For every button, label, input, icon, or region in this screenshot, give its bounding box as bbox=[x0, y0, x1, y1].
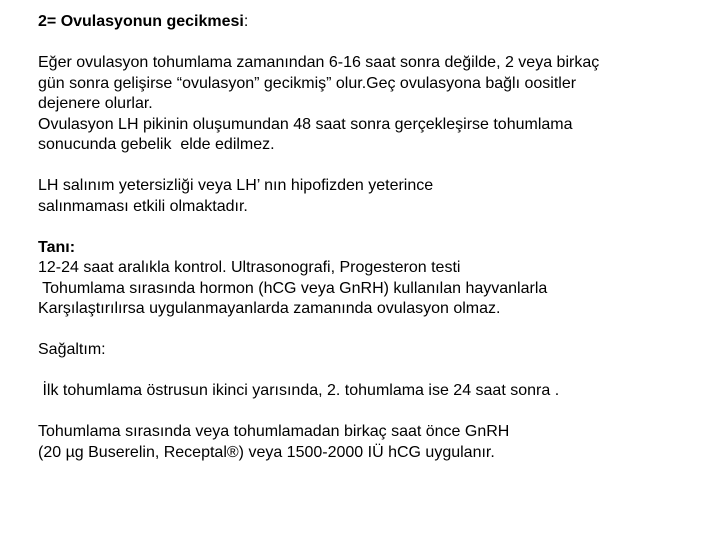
treatment-title: Sağaltım: bbox=[38, 341, 106, 358]
spacer bbox=[38, 217, 708, 238]
spacer bbox=[38, 361, 708, 382]
treatment-line-2: Tohumlama sırasında veya tohumlamadan birkaç saat önce GnRH bbox=[38, 423, 510, 440]
spacer bbox=[38, 402, 708, 423]
diagnosis-line-3: Karşılaştırılırsa uygulanmayanlarda zamanında ovulasyon olmaz. bbox=[38, 300, 501, 317]
diagnosis-line-2: Tohumlama sırasında hormon (hCG veya GnRH) kullanılan hayvanlarla bbox=[38, 279, 548, 297]
paragraph-1-line-2: gün sonra gelişirse “ovulasyon” gecikmiş” olur.Geç ovulasyona bağlı oositler bbox=[38, 74, 577, 92]
section-heading bbox=[38, 12, 708, 33]
spacer bbox=[38, 33, 708, 54]
paragraph-1-line-3: dejenere olurlar. bbox=[38, 95, 153, 112]
diagnosis-line-1: 12-24 saat aralıkla kontrol. Ultrasonografi, Progesteron testi bbox=[38, 259, 461, 276]
diagnosis-title: Tanı: bbox=[38, 238, 76, 256]
paragraph-2-line-2: salınmaması etkili olmaktadır. bbox=[38, 197, 248, 215]
spacer bbox=[38, 156, 708, 177]
paragraph-1-line-5: sonucunda gebelik elde edilmez. bbox=[38, 136, 275, 153]
heading-suffix: : bbox=[243, 13, 249, 30]
paragraph-2-line-1: LH salınım yetersizliği veya LH’ nın hipofizden yeterince bbox=[38, 177, 434, 194]
document-body bbox=[38, 12, 708, 463]
spacer bbox=[38, 320, 708, 341]
paragraph-1-line-4: Ovulasyon LH pikinin oluşumundan 48 saat sonra gerçekleşirse tohumlama bbox=[38, 115, 573, 133]
heading-bold-text: 2= Ovulasyonun gecikmesi bbox=[38, 13, 244, 30]
paragraph-1-line-1: Eğer ovulasyon tohumlama zamanından 6-16 saat sonra değilde, 2 veya birkaç bbox=[38, 54, 600, 71]
treatment-line-3: (20 µg Buserelin, Receptal®) veya 1500-2000 IÜ hCG uygulanır. bbox=[38, 443, 495, 461]
treatment-line-1: İlk tohumlama östrusun ikinci yarısında, 2. tohumlama ise 24 saat sonra . bbox=[38, 382, 560, 399]
